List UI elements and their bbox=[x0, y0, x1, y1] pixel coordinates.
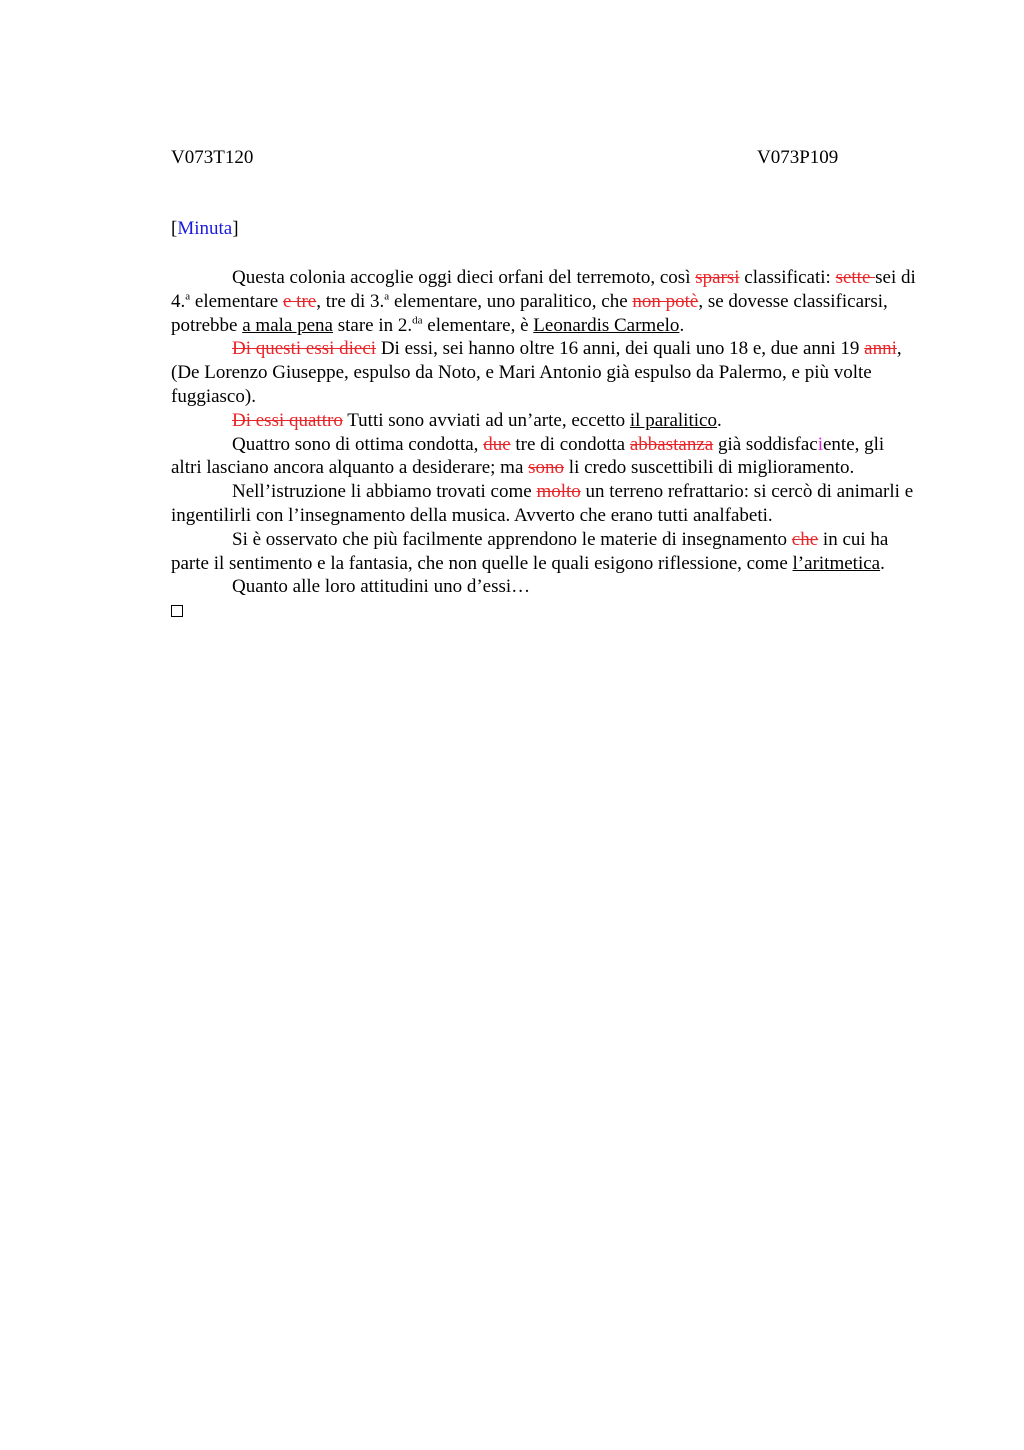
text-run: . bbox=[880, 552, 885, 574]
deleted-text: anni bbox=[864, 338, 897, 360]
underlined-text: l’aritmetica bbox=[792, 552, 881, 574]
section-label bbox=[171, 218, 239, 240]
deleted-text: e tre bbox=[282, 290, 317, 312]
text-run: , se dovesse classificarsi, potrebbe bbox=[171, 290, 888, 336]
text-run: . bbox=[716, 409, 722, 431]
text-run: Di essi, sei hanno oltre 16 anni, dei quali uno 18 e, due anni 19 bbox=[376, 338, 865, 360]
text-run: Quattro sono di ottima condotta, bbox=[232, 433, 484, 455]
text-run: . bbox=[679, 314, 685, 336]
deleted-text: Di questi essi dieci bbox=[232, 338, 377, 360]
text-run: li credo suscettibili di miglioramento. bbox=[564, 457, 855, 479]
text-run: tre di condotta bbox=[510, 433, 630, 455]
text-run: , (De Lorenzo Giuseppe, espulso da Noto, e Mari Antonio già espulso da Palermo, e più volte fuggiasco). bbox=[171, 338, 902, 407]
deleted-text: sparsi bbox=[695, 267, 740, 288]
document-body bbox=[171, 266, 917, 617]
text-run: classificati: bbox=[739, 267, 836, 288]
open-bracket: [ bbox=[171, 218, 178, 239]
underlined-text: Leonardis Carmelo bbox=[533, 314, 680, 336]
text-run: ente, gli altri lasciano ancora alquanto a desiderare; ma bbox=[171, 433, 885, 479]
underlined-text: il paralitico bbox=[629, 409, 717, 431]
header-right-code: V073P109 bbox=[757, 147, 839, 168]
paragraph-7 bbox=[171, 575, 917, 599]
deleted-text: sono bbox=[528, 457, 565, 479]
text-run: elementare bbox=[190, 290, 283, 312]
deleted-text: sette bbox=[835, 267, 876, 288]
superscript: a bbox=[384, 290, 390, 303]
minuta-label: Minuta bbox=[177, 218, 233, 239]
text-run: sei di 4. bbox=[171, 267, 916, 312]
header-left-code: V073T120 bbox=[171, 147, 254, 168]
paragraph-4 bbox=[171, 433, 917, 481]
superscript: da bbox=[412, 314, 423, 327]
paragraph-1 bbox=[171, 266, 917, 337]
deleted-text: Di essi quattro bbox=[232, 409, 343, 431]
text-run: stare in 2. bbox=[332, 314, 413, 336]
text-run: Quanto alle loro attitudini uno d’essi… bbox=[232, 576, 531, 598]
text-run: un terreno refrattario: si cercò di animarli e ingentilirli con l’insegnamento della musica. Avverto che erano tutti analfabeti. bbox=[171, 481, 914, 526]
close-bracket: ] bbox=[232, 218, 239, 239]
superscript: a bbox=[185, 290, 191, 303]
deleted-text: abbastanza bbox=[629, 433, 714, 455]
text-run: elementare, uno paralitico, che bbox=[389, 290, 633, 312]
text-run: Nell’istruzione li abbiamo trovati come bbox=[232, 481, 537, 503]
text-run: , tre di 3. bbox=[316, 290, 385, 312]
deleted-text: non potè bbox=[632, 290, 699, 312]
paragraph-6 bbox=[171, 528, 917, 576]
text-run: elementare, è bbox=[422, 314, 534, 336]
text-run: Si è osservato che più facilmente apprendono le materie di insegnamento bbox=[232, 528, 792, 550]
text-run: Questa colonia accoglie oggi dieci orfani del terremoto, così bbox=[232, 267, 696, 288]
text-run: in cui ha parte il sentimento e la fantasia, che non quelle le quali esigono riflessione, come bbox=[171, 528, 889, 574]
text-run: Tutti sono avviati ad un’arte, eccetto bbox=[342, 409, 630, 431]
inserted-letter: i bbox=[817, 433, 823, 455]
text-run: già soddisfac bbox=[713, 433, 818, 455]
end-square-icon bbox=[171, 605, 183, 617]
deleted-text: che bbox=[791, 528, 819, 550]
deleted-text: due bbox=[483, 433, 511, 455]
paragraph-2 bbox=[171, 337, 917, 408]
underlined-text: a mala pena bbox=[242, 314, 333, 336]
paragraph-5 bbox=[171, 480, 917, 528]
deleted-text: molto bbox=[536, 481, 581, 503]
paragraph-3 bbox=[171, 409, 917, 433]
